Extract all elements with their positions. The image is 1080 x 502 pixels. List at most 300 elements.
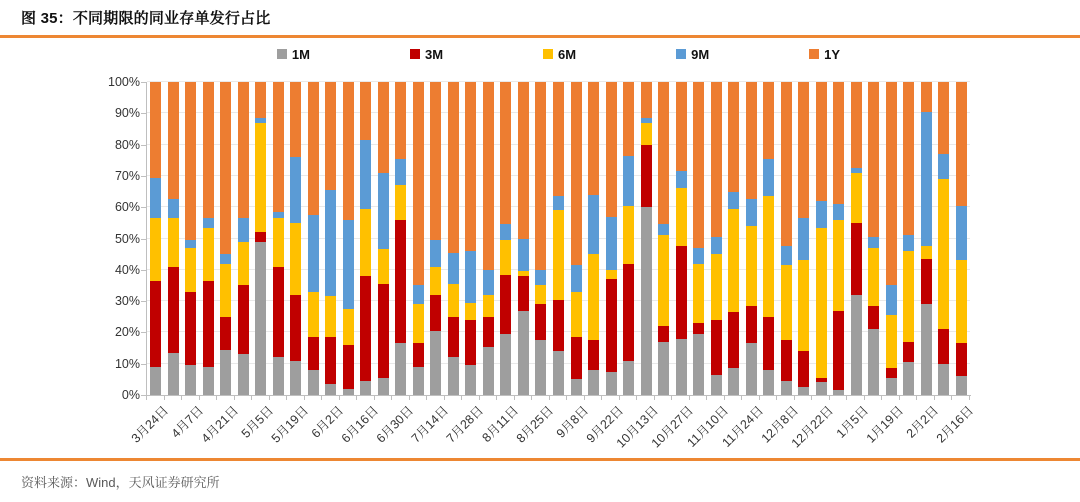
segment-3M — [360, 276, 371, 381]
segment-9M — [588, 195, 599, 254]
segment-1Y — [903, 82, 914, 235]
x-tick — [829, 396, 830, 400]
segment-1M — [798, 387, 809, 395]
bar-6月30日 — [395, 82, 406, 395]
segment-6M — [711, 254, 722, 320]
segment-9M — [465, 251, 476, 303]
x-axis-label: 2月2日 — [904, 403, 942, 441]
segment-6M — [500, 240, 511, 274]
segment-3M — [711, 320, 722, 375]
segment-1Y — [746, 82, 757, 199]
segment-6M — [676, 188, 687, 246]
bar-1月5日 — [851, 82, 862, 395]
x-axis-label: 8月11日 — [479, 403, 522, 445]
stacked-bar-chart — [108, 75, 977, 451]
bar-1月19日 — [886, 82, 897, 395]
segment-3M — [746, 306, 757, 344]
x-tick — [444, 396, 445, 400]
legend-swatch-1Y — [809, 49, 819, 59]
segment-1Y — [535, 82, 546, 270]
segment-3M — [465, 320, 476, 365]
segment-6M — [851, 173, 862, 223]
x-tick — [619, 396, 620, 400]
x-axis-label: 8月25日 — [513, 403, 557, 446]
segment-3M — [168, 267, 179, 353]
segment-3M — [606, 279, 617, 371]
segment-6M — [816, 228, 827, 378]
x-tick — [479, 396, 480, 400]
legend-item-1Y — [809, 47, 840, 62]
bar-col28 — [623, 82, 634, 395]
segment-6M — [606, 270, 617, 279]
title-divider — [0, 35, 1080, 38]
segment-3M — [763, 317, 774, 370]
bar-col38 — [798, 82, 809, 395]
x-axis-label: 4月21日 — [198, 403, 242, 446]
bar-col18 — [448, 82, 459, 395]
segment-9M — [658, 224, 669, 235]
segment-1M — [746, 343, 757, 395]
bar-col2 — [168, 82, 179, 395]
segment-6M — [203, 228, 214, 281]
x-tick — [881, 396, 882, 400]
x-tick — [864, 396, 865, 400]
segment-3M — [500, 275, 511, 334]
segment-1Y — [238, 82, 249, 218]
segment-6M — [693, 264, 704, 323]
x-axis-label: 5月5日 — [238, 403, 277, 441]
segment-9M — [623, 156, 634, 206]
segment-3M — [851, 223, 862, 295]
segment-1M — [851, 295, 862, 395]
x-axis-label: 2月16日 — [934, 403, 977, 446]
segment-9M — [781, 246, 792, 265]
segment-3M — [956, 343, 967, 376]
segment-6M — [238, 242, 249, 286]
segment-1M — [606, 372, 617, 395]
segment-1M — [816, 382, 827, 395]
bar-7月14日 — [430, 82, 441, 395]
y-tick — [141, 207, 146, 208]
segment-3M — [220, 317, 231, 350]
x-tick — [216, 396, 217, 400]
segment-1M — [500, 334, 511, 395]
segment-9M — [448, 253, 459, 284]
segment-3M — [430, 295, 441, 331]
segment-6M — [308, 292, 319, 337]
x-tick — [426, 396, 427, 400]
legend-label: 6M — [558, 46, 577, 62]
segment-1M — [360, 381, 371, 395]
segment-1Y — [203, 82, 214, 218]
y-axis-label: 70% — [114, 168, 140, 183]
bar-10月13日 — [641, 82, 652, 395]
bar-col24 — [553, 82, 564, 395]
x-tick — [164, 396, 165, 400]
segment-3M — [518, 276, 529, 310]
segment-3M — [728, 312, 739, 368]
segment-1Y — [465, 82, 476, 251]
segment-1Y — [395, 82, 406, 159]
segment-1M — [781, 381, 792, 395]
segment-9M — [378, 173, 389, 250]
segment-1Y — [518, 82, 529, 239]
x-tick — [304, 396, 305, 400]
segment-9M — [816, 201, 827, 228]
x-tick — [514, 396, 515, 400]
segment-1Y — [763, 82, 774, 159]
legend-label: 9M — [691, 46, 710, 62]
segment-1Y — [308, 82, 319, 215]
bar-10月27日 — [676, 82, 687, 395]
bar-col40 — [833, 82, 844, 395]
segment-1Y — [360, 82, 371, 140]
bar-col46 — [938, 82, 949, 395]
legend-item-1M — [277, 47, 310, 62]
legend-swatch-6M — [543, 49, 553, 59]
segment-3M — [623, 264, 634, 361]
segment-9M — [535, 270, 546, 286]
segment-9M — [606, 217, 617, 270]
legend-swatch-3M — [410, 49, 420, 59]
segment-9M — [500, 224, 511, 240]
segment-3M — [693, 323, 704, 334]
bar-col8 — [273, 82, 284, 395]
bar-11月10日 — [711, 82, 722, 395]
segment-3M — [833, 311, 844, 391]
x-tick — [531, 396, 532, 400]
segment-6M — [290, 223, 301, 295]
segment-1M — [535, 340, 546, 395]
segment-1Y — [290, 82, 301, 157]
bar-col14 — [378, 82, 389, 395]
segment-6M — [763, 196, 774, 317]
segment-3M — [150, 281, 161, 367]
segment-9M — [693, 248, 704, 264]
x-tick — [811, 396, 812, 400]
segment-3M — [886, 368, 897, 377]
segment-9M — [185, 240, 196, 248]
segment-6M — [938, 179, 949, 329]
segment-1M — [273, 357, 284, 395]
segment-1M — [728, 368, 739, 395]
y-axis-label: 40% — [114, 262, 140, 277]
segment-1Y — [255, 82, 266, 118]
source-note: 资料来源：Wind，天风证券研究所 — [21, 475, 220, 490]
segment-1Y — [185, 82, 196, 240]
y-axis-label: 80% — [114, 137, 140, 152]
x-axis-label: 12月22日 — [789, 403, 837, 451]
x-axis-label: 12月8日 — [759, 403, 802, 446]
x-axis-label: 6月16日 — [338, 403, 382, 446]
bar-col42 — [868, 82, 879, 395]
segment-1Y — [483, 82, 494, 270]
x-tick — [671, 396, 672, 400]
segment-9M — [763, 159, 774, 197]
segment-3M — [658, 326, 669, 342]
x-tick — [654, 396, 655, 400]
segment-1Y — [378, 82, 389, 173]
segment-1M — [220, 350, 231, 395]
segment-1M — [325, 384, 336, 395]
segment-9M — [290, 157, 301, 223]
x-tick — [916, 396, 917, 400]
x-tick — [706, 396, 707, 400]
segment-1Y — [220, 82, 231, 254]
segment-3M — [483, 317, 494, 347]
segment-1Y — [571, 82, 582, 265]
legend-label: 1M — [291, 46, 310, 62]
segment-9M — [360, 140, 371, 209]
x-tick — [374, 396, 375, 400]
segment-3M — [676, 246, 687, 338]
segment-1Y — [868, 82, 879, 237]
legend-label: 3M — [424, 46, 444, 62]
segment-9M — [413, 285, 424, 304]
bar-9月22日 — [606, 82, 617, 395]
segment-3M — [343, 345, 354, 389]
segment-1Y — [273, 82, 284, 212]
segment-1Y — [956, 82, 967, 206]
x-axis-label: 7月14日 — [408, 403, 452, 446]
y-axis-label: 90% — [114, 106, 140, 121]
footer-divider — [0, 458, 1080, 461]
legend-swatch-9M — [676, 49, 686, 59]
segment-1Y — [693, 82, 704, 248]
segment-1M — [430, 331, 441, 395]
bar-col44 — [903, 82, 914, 395]
bar-11月24日 — [746, 82, 757, 395]
segment-3M — [938, 329, 949, 363]
segment-6M — [150, 218, 161, 281]
segment-1Y — [833, 82, 844, 204]
segment-1M — [413, 367, 424, 395]
x-axis-label: 7月28日 — [443, 403, 487, 446]
segment-1M — [395, 343, 406, 395]
segment-6M — [325, 296, 336, 337]
segment-6M — [641, 123, 652, 145]
x-tick — [759, 396, 760, 400]
segment-3M — [448, 317, 459, 358]
bar-col6 — [238, 82, 249, 395]
x-tick — [584, 396, 585, 400]
segment-3M — [203, 281, 214, 367]
legend-item-9M — [676, 47, 709, 62]
segment-6M — [448, 284, 459, 317]
x-tick — [776, 396, 777, 400]
segment-9M — [343, 220, 354, 309]
segment-6M — [378, 249, 389, 283]
bar-4月21日 — [220, 82, 231, 395]
segment-9M — [956, 206, 967, 261]
segment-3M — [273, 267, 284, 358]
bar-4月7日 — [185, 82, 196, 395]
segment-1M — [150, 367, 161, 395]
segment-9M — [798, 218, 809, 260]
segment-3M — [413, 343, 424, 366]
y-axis-label: 100% — [108, 75, 140, 89]
segment-1Y — [500, 82, 511, 224]
legend-item-6M — [543, 47, 576, 62]
segment-9M — [921, 112, 932, 247]
segment-1M — [518, 311, 529, 396]
segment-3M — [903, 342, 914, 362]
x-tick — [356, 396, 357, 400]
segment-1Y — [816, 82, 827, 201]
segment-9M — [711, 237, 722, 254]
bar-6月2日 — [325, 82, 336, 395]
segment-3M — [781, 340, 792, 381]
segment-1M — [465, 365, 476, 395]
x-tick — [724, 396, 725, 400]
chart-legend — [147, 45, 970, 63]
x-tick — [741, 396, 742, 400]
segment-1M — [483, 347, 494, 396]
legend-label: 1Y — [824, 46, 841, 62]
x-tick — [969, 396, 970, 400]
bar-7月28日 — [465, 82, 476, 395]
segment-9M — [676, 171, 687, 188]
x-tick — [391, 396, 392, 400]
segment-1M — [448, 357, 459, 395]
segment-6M — [185, 248, 196, 292]
segment-6M — [465, 303, 476, 320]
segment-6M — [535, 285, 546, 304]
x-axis-label: 9月22日 — [583, 403, 627, 446]
bar-col22 — [518, 82, 529, 395]
segment-1Y — [781, 82, 792, 246]
segment-6M — [833, 220, 844, 311]
segment-3M — [921, 259, 932, 304]
segment-9M — [203, 218, 214, 227]
bar-5月19日 — [290, 82, 301, 395]
x-axis-label: 1月5日 — [833, 403, 872, 441]
segment-1M — [185, 365, 196, 395]
segment-1M — [378, 378, 389, 395]
segment-3M — [290, 295, 301, 361]
segment-1Y — [553, 82, 564, 196]
segment-9M — [220, 254, 231, 263]
y-axis-label: 10% — [114, 356, 140, 371]
y-tick — [141, 301, 146, 302]
segment-6M — [273, 218, 284, 267]
segment-1Y — [606, 82, 617, 217]
segment-6M — [623, 206, 634, 264]
segment-3M — [238, 285, 249, 354]
segment-1Y — [886, 82, 897, 285]
bar-col4 — [203, 82, 214, 395]
y-axis-label: 30% — [114, 294, 140, 309]
segment-3M — [308, 337, 319, 370]
x-axis-label: 4月7日 — [168, 403, 206, 441]
x-axis-label: 11月24日 — [719, 403, 767, 450]
x-tick — [566, 396, 567, 400]
segment-3M — [868, 306, 879, 329]
segment-1M — [693, 334, 704, 395]
segment-9M — [571, 265, 582, 292]
segment-9M — [746, 199, 757, 226]
segment-3M — [571, 337, 582, 379]
bar-col30 — [658, 82, 669, 395]
segment-6M — [168, 218, 179, 267]
x-axis-label: 9月8日 — [553, 403, 592, 441]
segment-9M — [483, 270, 494, 295]
segment-6M — [886, 315, 897, 368]
bar-12月22日 — [816, 82, 827, 395]
segment-1M — [903, 362, 914, 395]
segment-1Y — [676, 82, 687, 171]
segment-6M — [658, 235, 669, 326]
segment-1Y — [343, 82, 354, 220]
x-tick — [934, 396, 935, 400]
x-axis-label: 3月24日 — [128, 403, 171, 446]
segment-1Y — [851, 82, 862, 168]
x-tick — [321, 396, 322, 400]
segment-6M — [781, 265, 792, 340]
y-tick — [141, 113, 146, 114]
segment-1M — [711, 375, 722, 395]
segment-1Y — [430, 82, 441, 240]
y-axis-line — [146, 82, 147, 396]
segment-6M — [395, 185, 406, 219]
y-tick — [141, 239, 146, 240]
y-tick — [141, 176, 146, 177]
x-tick — [549, 396, 550, 400]
segment-9M — [518, 239, 529, 272]
x-tick — [496, 396, 497, 400]
segment-6M — [571, 292, 582, 337]
segment-1M — [290, 361, 301, 395]
x-tick — [199, 396, 200, 400]
segment-9M — [553, 196, 564, 210]
y-axis-label: 20% — [114, 325, 140, 340]
y-tick — [141, 332, 146, 333]
bar-col20 — [483, 82, 494, 395]
segment-6M — [343, 309, 354, 345]
segment-9M — [238, 218, 249, 241]
segment-6M — [483, 295, 494, 317]
bar-2月16日 — [956, 82, 967, 395]
segment-6M — [956, 260, 967, 343]
segment-1M — [641, 207, 652, 395]
segment-1Y — [711, 82, 722, 237]
segment-6M — [798, 260, 809, 351]
segment-6M — [728, 209, 739, 312]
y-tick — [141, 145, 146, 146]
bar-8月11日 — [500, 82, 511, 395]
segment-1Y — [588, 82, 599, 195]
bar-col34 — [728, 82, 739, 395]
x-axis-label: 1月19日 — [864, 403, 907, 446]
segment-1Y — [658, 82, 669, 224]
bar-9月8日 — [571, 82, 582, 395]
segment-6M — [553, 210, 564, 299]
segment-9M — [728, 192, 739, 209]
bar-col32 — [693, 82, 704, 395]
bar-col26 — [588, 82, 599, 395]
bar-8月25日 — [535, 82, 546, 395]
segment-3M — [535, 304, 546, 340]
segment-6M — [220, 264, 231, 317]
x-tick — [251, 396, 252, 400]
segment-9M — [430, 240, 441, 267]
segment-1M — [553, 351, 564, 395]
x-tick — [846, 396, 847, 400]
segment-3M — [378, 284, 389, 378]
segment-9M — [168, 199, 179, 218]
x-tick — [234, 396, 235, 400]
y-tick — [141, 270, 146, 271]
